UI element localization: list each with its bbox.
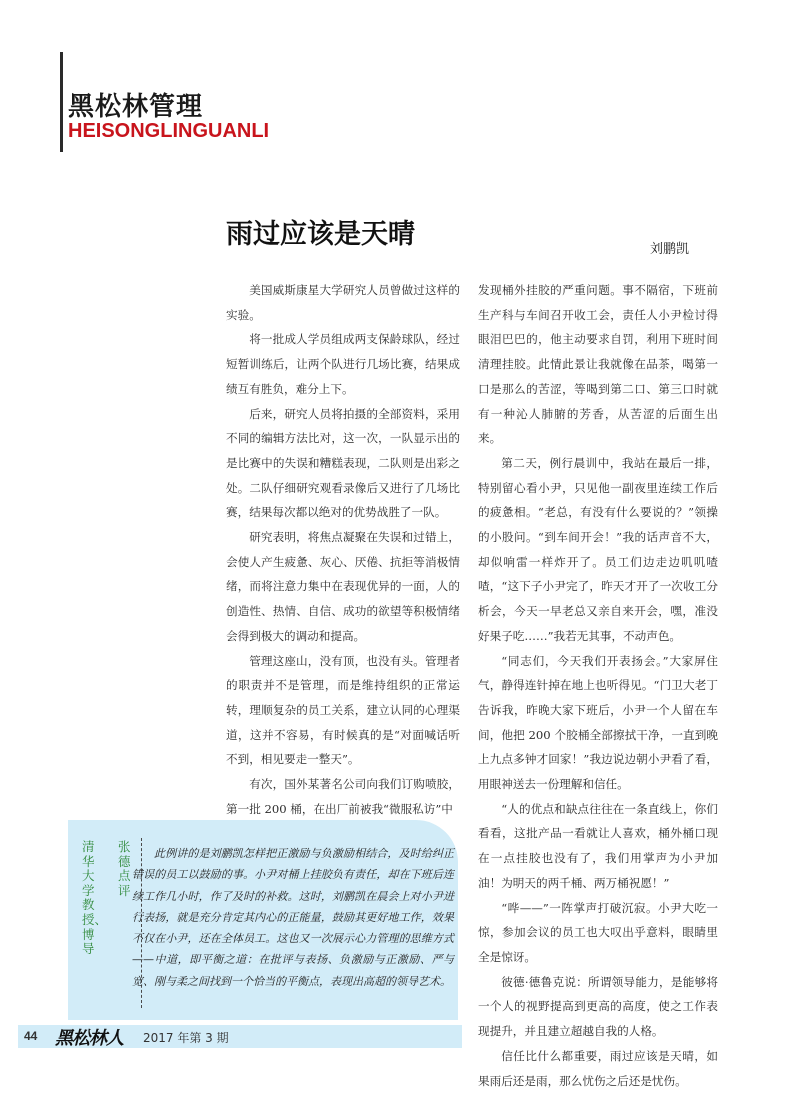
body-column-left — [226, 278, 460, 821]
commentary-text: 此例讲的是刘鹏凯怎样把正激励与负激励相结合，及时给纠正错误的员工以鼓励的事。小尹对桶上挂胶负有责任，却在下班后连续工作几小时，作了及时的补救。这时，刘鹏凯在晨会上对小尹进行表扬，就是充分肯定其内心的正能量，鼓励其更好地工作，效果不仅在小尹，还在全体员工。这也又一次展示心力管理的思维方式——中道，即平衡之道：在批评与表扬、负激励与正激励、严与宽、刚与柔之间找到一个恰当的平衡点，表现出高超的领导艺术。 — [132, 847, 454, 988]
body-column-right — [478, 278, 718, 1093]
article-title: 雨过应该是天晴 — [226, 219, 415, 250]
paragraph: 发现桶外挂胶的严重问题。事不隔宿，下班前生产科与车间召开收工会，责任人小尹检讨得眼泪巴巴的，他主动要求自罚，利用下班时间清理挂胶。此情此景让我就像在品茶，喝第一口是那么的苦涩，等喝到第二口、第三口时就有一种沁人肺腑的芳香，从苦涩的后面生出来。 — [478, 283, 718, 446]
section-title: 黑松林管理 — [68, 92, 204, 122]
commentator-title: 清华大学教授、博导 — [82, 839, 108, 957]
paragraph: 管理这座山，没有顶，也没有头。管理者的职责并不是管理，而是维持组织的正常运转，理顺复杂的员工关系，建立认同的心理渠道，这并不容易，有时候真的是“对面喊话听不到，相见要走一整天”。 — [226, 653, 460, 767]
paragraph: 将一批成人学员组成两支保龄球队，经过短暂训练后，让两个队进行几场比赛，结果成绩互有胜负，难分上下。 — [226, 332, 460, 396]
paragraph: 研究表明，将焦点凝聚在失误和过错上，会使人产生疲惫、灰心、厌倦、抗拒等消极情绪，而将注意力集中在表现优异的一面，人的创造性、热情、自信、成功的欲望等积极情绪会得到极大的调动和提高。 — [226, 530, 460, 643]
paragraph: 美国威斯康星大学研究人员曾做过这样的实验。 — [226, 283, 460, 322]
paragraph: “同志们，今天我们开表扬会。”大家屏住气，静得连针掉在地上也听得见。“门卫大老丁告诉我，昨晚大家下班后，小尹一个人留在车间，他把 200 个胶桶全部擦拭干净，一直到晚上九点多钟才回家！”我边说边朝小尹看了看，用眼神送去一份理解和信任。 — [478, 653, 718, 792]
issue-label: 2017 年第 3 期 — [143, 1031, 229, 1045]
article-author: 刘鹏凯 — [650, 242, 690, 257]
magazine-logo: 黑松林人 — [55, 1028, 123, 1049]
paragraph: “哗——”一阵掌声打破沉寂。小尹大吃一惊，参加会议的员工也大叹出乎意料，眼睛里全是惊讶。 — [478, 900, 718, 964]
paragraph: 第二天，例行晨训中，我站在最后一排，特别留心看小尹，只见他一副夜里连续工作后的疲惫相。“老总，有没有什么要说的？”领操的小股问。“到车间开会！”我的话声音不大，却似响雷一样炸开了。员工们边走边叽叽喳喳，“这下子小尹完了，昨天才开了一次收工分析会，今天一早老总又亲自来开会，嘿，准没好果子吃……”我若无其事，不动声色。 — [478, 455, 718, 643]
paragraph: 有次，国外某著名公司向我们订购喷胶，第一批 200 桶，在出厂前被我“微服私访”中 — [226, 777, 460, 816]
paragraph: 后来，研究人员将拍摄的全部资料，采用不同的编辑方法比对，这一次，一队显示出的是比赛中的失误和糟糕表现，二队则是出彩之处。二队仔细研究观看录像后又进行了几场比赛，结果每次都以绝对的优势战胜了一队。 — [226, 406, 460, 520]
commentator-name: 张德点评 — [118, 839, 131, 898]
header-accent-bar — [60, 52, 63, 152]
paragraph: 彼德·德鲁克说：所谓领导能力，是能够将一个人的视野提高到更高的高度，使之工作表现提升，并且建立超越自我的人格。 — [478, 974, 718, 1039]
paragraph: “人的优点和缺点往往在一条直线上，你们看看，这批产品一看就让人喜欢，桶外桶口现在一点挂胶也没有了，我们用掌声为小尹加油！为明天的两千桶、两万桶祝愿！” — [478, 801, 718, 890]
page-number: 44 — [24, 1029, 38, 1043]
paragraph: 信任比什么都重要，雨过应该是天晴，如果雨后还是雨，那么忧伤之后还是忧伤。 — [478, 1048, 718, 1088]
section-pinyin: HEISONGLINGUANLI — [68, 120, 270, 142]
